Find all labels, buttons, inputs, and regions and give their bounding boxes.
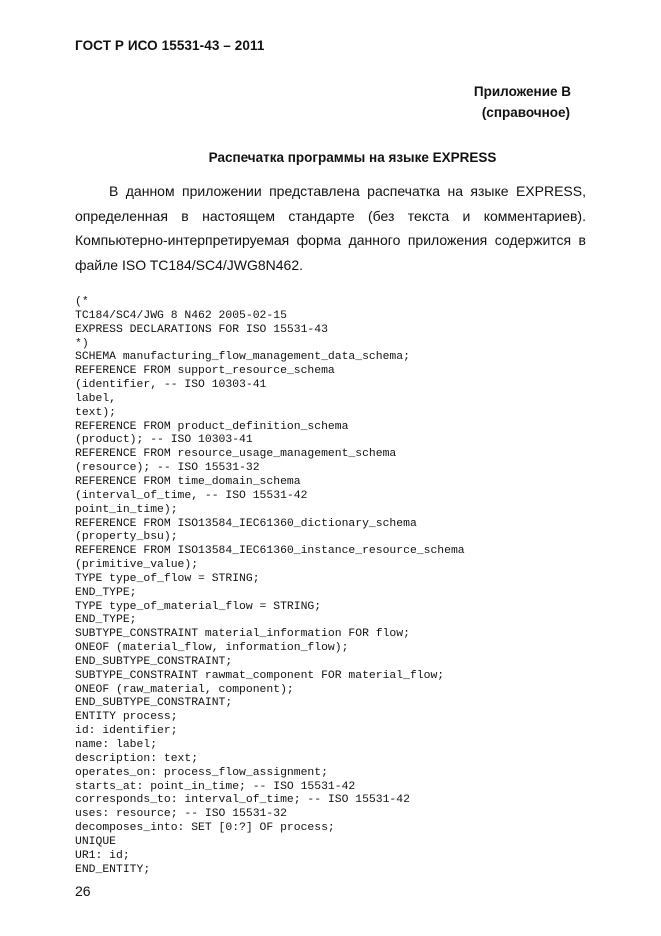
code-line: TYPE type_of_material_flow = STRING; xyxy=(75,600,322,613)
code-line: END_ENTITY; xyxy=(75,863,151,876)
code-line: point_in_time); xyxy=(75,503,178,516)
annex-type: (справочное) xyxy=(481,105,570,120)
code-line: (* xyxy=(75,296,89,308)
code-line: END_SUBTYPE_CONSTRAINT; xyxy=(75,697,233,710)
code-line: SUBTYPE_CONSTRAINT rawmat_component FOR material_flow; xyxy=(75,669,445,682)
code-line: REFERENCE FROM time_domain_schema xyxy=(75,475,301,488)
code-line: starts_at: point_in_time; -- ISO 15531-42 xyxy=(75,780,356,793)
code-line: name: label; xyxy=(75,739,158,751)
section-title: Распечатка программы на языке EXPRESS xyxy=(208,150,497,165)
code-line: TYPE type_of_flow = STRING; xyxy=(75,572,260,585)
code-line: END_TYPE; xyxy=(75,614,137,627)
code-line: *) xyxy=(75,337,89,350)
code-line: (resource); -- ISO 15531-32 xyxy=(75,462,260,475)
code-line: ONEOF (raw_material, component); xyxy=(75,683,294,696)
code-line: description: text; xyxy=(75,752,199,765)
code-line: id: identifier; xyxy=(75,725,178,738)
code-line: (property_bsu); xyxy=(75,531,178,544)
code-line: UR1: id; xyxy=(75,849,130,862)
code-line: (primitive_value); xyxy=(75,559,199,572)
code-line: uses: resource; -- ISO 15531-32 xyxy=(75,808,287,821)
code-line: REFERENCE FROM ISO13584_IEC61360_dictionary_schema xyxy=(75,517,417,530)
intro-line: файле ISO TC184/SC4/JWG8N462. xyxy=(75,256,304,273)
code-line: UNIQUE xyxy=(75,835,117,848)
code-line: REFERENCE FROM support_resource_schema xyxy=(75,365,335,378)
code-line: (interval_of_time, -- ISO 15531-42 xyxy=(75,489,308,502)
page-number: 26 xyxy=(75,883,91,899)
code-line: SCHEMA manufacturing_flow_management_data_schema; xyxy=(75,351,410,364)
code-line: EXPRESS DECLARATIONS FOR ISO 15531-43 xyxy=(75,323,328,336)
code-line: REFERENCE FROM resource_usage_management_schema xyxy=(75,448,397,461)
annex-title: Приложение В xyxy=(473,84,571,99)
code-line: TC184/SC4/JWG 8 N462 2005-02-15 xyxy=(75,309,287,322)
code-line: operates_on: process_flow_assignment; xyxy=(75,766,328,779)
code-line: ENTITY process; xyxy=(75,711,178,724)
code-line: REFERENCE FROM ISO13584_IEC61360_instance_resource_schema xyxy=(75,545,465,558)
standard-header: ГОСТ Р ИСО 15531-43 – 2011 xyxy=(75,38,265,53)
intro-line: определенная в настоящем стандарте (без текста и комментариев). xyxy=(75,207,586,224)
code-line: ONEOF (material_flow, information_flow); xyxy=(75,642,349,655)
code-line: END_SUBTYPE_CONSTRAINT; xyxy=(75,655,233,668)
code-line: decomposes_into: SET [0:?] OF process; xyxy=(75,822,335,835)
code-line: text); xyxy=(75,406,117,419)
express-code-listing xyxy=(75,296,465,877)
code-line: END_TYPE; xyxy=(75,586,137,599)
code-line: SUBTYPE_CONSTRAINT material_information FOR flow; xyxy=(75,628,410,641)
code-line: label, xyxy=(75,392,117,405)
intro-paragraph xyxy=(75,179,586,277)
code-line: REFERENCE FROM product_definition_schema xyxy=(75,420,349,433)
code-line: (product); -- ISO 10303-41 xyxy=(75,434,253,447)
code-line: corresponds_to: interval_of_time; -- ISO 15531-42 xyxy=(75,794,410,807)
code-line: (identifier, -- ISO 10303-41 xyxy=(75,379,267,392)
intro-line: Компьютерно-интерпретируемая форма данного приложения содержится в xyxy=(75,232,586,248)
intro-line: В данном приложении представлена распечатка на языке EXPRESS, xyxy=(109,183,586,199)
